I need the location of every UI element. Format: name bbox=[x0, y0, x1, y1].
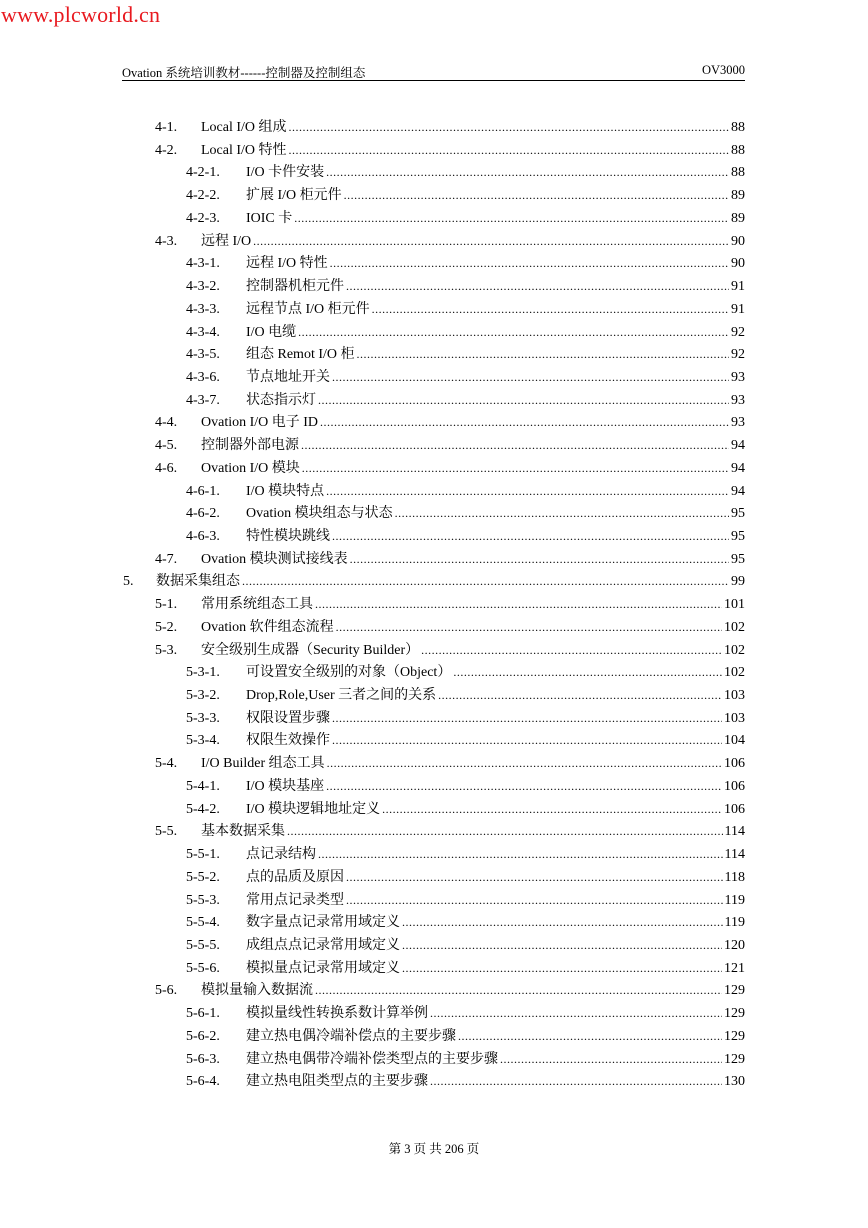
toc-entry-number: 5-4-1. bbox=[186, 778, 220, 794]
toc-dot-leader bbox=[332, 708, 722, 728]
toc-entry-page: 93 bbox=[731, 369, 745, 385]
toc-entry-title: 点记录结构 bbox=[246, 847, 316, 862]
toc-entry[interactable] bbox=[155, 412, 745, 432]
toc-dot-leader bbox=[350, 549, 729, 569]
toc-entry[interactable] bbox=[186, 526, 745, 546]
toc-dot-leader bbox=[327, 753, 722, 773]
toc-entry-page: 120 bbox=[724, 937, 745, 953]
toc-dot-leader bbox=[453, 662, 722, 682]
toc-entry-title: Ovation I/O 电子 ID bbox=[201, 415, 319, 431]
toc-entry[interactable] bbox=[186, 299, 745, 319]
toc-entry-title: 权限设置步骤 bbox=[246, 710, 330, 726]
toc-entry-number: 4-2. bbox=[155, 142, 178, 158]
toc-dot-leader bbox=[402, 935, 722, 955]
toc-dot-leader bbox=[500, 1049, 722, 1069]
toc-dot-leader bbox=[289, 140, 729, 160]
toc-entry-number: 5-3-4. bbox=[186, 733, 220, 749]
toc-entry-page: 90 bbox=[731, 233, 745, 249]
toc-entry-page: 95 bbox=[731, 529, 745, 544]
toc-entry-number: 4-3-7. bbox=[186, 392, 220, 408]
toc-entry-number: 4-3-3. bbox=[186, 301, 220, 317]
toc-dot-leader bbox=[301, 435, 729, 455]
toc-entry-page: 119 bbox=[724, 915, 745, 931]
toc-dot-leader bbox=[336, 617, 722, 637]
toc-entry-number: 4-3-1. bbox=[186, 256, 220, 272]
toc-entry-number: 5. bbox=[123, 574, 134, 590]
toc-entry-number: 4-2-1. bbox=[186, 165, 220, 181]
toc-entry-number: 4-3. bbox=[155, 233, 178, 249]
toc-entry[interactable] bbox=[155, 640, 745, 660]
toc-entry[interactable] bbox=[186, 662, 745, 682]
toc-entry-number: 4-6-2. bbox=[186, 506, 220, 522]
toc-entry-number: 5-3-2. bbox=[186, 688, 220, 703]
toc-dot-leader bbox=[346, 890, 723, 910]
toc-entry-number: 4-2-3. bbox=[186, 210, 220, 226]
toc-entry[interactable] bbox=[155, 821, 745, 841]
toc-entry-title: Local I/O 特性 bbox=[201, 142, 287, 158]
header-title: Ovation 系统培训教材------控制器及控制组态 bbox=[122, 66, 366, 80]
toc-dot-leader bbox=[315, 980, 722, 1000]
toc-entry-number: 5-6-3. bbox=[186, 1051, 220, 1067]
toc-entry[interactable] bbox=[186, 844, 745, 864]
toc-dot-leader bbox=[332, 526, 729, 546]
toc-entry-title: 常用系统组态工具 bbox=[201, 597, 313, 613]
toc-entry[interactable] bbox=[123, 571, 745, 591]
toc-dot-leader bbox=[344, 185, 729, 205]
toc-entry-title: I/O 模块逻辑地址定义 bbox=[246, 801, 381, 817]
toc-entry-title: 安全级别生成器（Security Builder） bbox=[201, 642, 420, 658]
toc-entry-number: 5-5-4. bbox=[186, 915, 220, 931]
toc-entry-page: 94 bbox=[731, 460, 745, 476]
toc-entry[interactable] bbox=[186, 912, 745, 932]
toc-entry-title: 可设置安全级别的对象（Object） bbox=[246, 665, 452, 681]
toc-entry-page: 92 bbox=[731, 324, 745, 340]
toc-entry-page: 106 bbox=[724, 778, 745, 794]
toc-entry-title: 远程节点 I/O 柜元件 bbox=[246, 301, 370, 317]
toc-entry-number: 5-3-1. bbox=[186, 665, 220, 681]
toc-dot-leader bbox=[302, 458, 729, 478]
toc-entry-number: 5-6-1. bbox=[186, 1006, 220, 1022]
toc-entry[interactable] bbox=[155, 980, 745, 1000]
toc-entry-number: 4-6-1. bbox=[186, 483, 220, 499]
page-footer: 第 3 页 共 206 页 bbox=[388, 1142, 480, 1156]
toc-dot-leader bbox=[242, 571, 729, 591]
toc-dot-leader bbox=[320, 412, 729, 432]
toc-dot-leader bbox=[402, 912, 723, 932]
toc-entry-title: 扩展 I/O 柜元件 bbox=[246, 188, 342, 204]
toc-entry-title: 数字量点记录常用域定义 bbox=[246, 915, 400, 931]
toc-entry-number: 5-5-3. bbox=[186, 892, 220, 908]
toc-entry-title: 基本数据采集 bbox=[201, 824, 285, 840]
toc-entry[interactable] bbox=[186, 730, 745, 750]
toc-entry-title: 建立热电偶冷端补偿点的主要步骤 bbox=[246, 1028, 456, 1044]
toc-entry-page: 102 bbox=[724, 642, 745, 658]
toc-dot-leader bbox=[395, 503, 729, 523]
toc-entry-number: 4-3-4. bbox=[186, 324, 220, 340]
toc-entry-title: 远程 I/O bbox=[201, 233, 252, 249]
toc-dot-leader bbox=[326, 481, 729, 501]
toc-entry-page: 101 bbox=[724, 597, 745, 613]
toc-entry-number: 5-3-3. bbox=[186, 710, 220, 726]
toc-entry-page: 91 bbox=[731, 301, 745, 317]
toc-entry[interactable] bbox=[186, 685, 745, 705]
toc-entry[interactable] bbox=[186, 776, 745, 796]
toc-entry-title: I/O 卡件安装 bbox=[246, 165, 325, 181]
toc-entry-number: 4-3-6. bbox=[186, 369, 220, 385]
toc-entry-number: 4-6. bbox=[155, 460, 178, 476]
toc-entry-page: 89 bbox=[731, 210, 745, 226]
toc-entry-title: I/O 电缆 bbox=[246, 324, 297, 340]
toc-entry-title: 权限生效操作 bbox=[246, 733, 330, 749]
toc-entry[interactable] bbox=[186, 708, 745, 728]
toc-entry-page: 90 bbox=[731, 256, 745, 272]
toc-entry-number: 5-3. bbox=[155, 642, 178, 658]
toc-entry-page: 121 bbox=[724, 960, 745, 976]
toc-entry-title: Ovation 模块组态与状态 bbox=[246, 506, 393, 522]
toc-entry-page: 106 bbox=[724, 756, 745, 772]
toc-entry-page: 129 bbox=[724, 1028, 745, 1044]
toc-entry-number: 4-4. bbox=[155, 415, 178, 431]
toc-dot-leader bbox=[318, 844, 723, 864]
toc-entry-title: 模拟量点记录常用域定义 bbox=[246, 960, 400, 976]
toc-dot-leader bbox=[357, 344, 730, 364]
toc-entry-title: Ovation 模块测试接线表 bbox=[201, 551, 348, 567]
toc-entry-page: 129 bbox=[724, 983, 745, 999]
toc-entry-page: 93 bbox=[731, 392, 745, 408]
toc-entry-title: 状态指示灯 bbox=[246, 392, 316, 408]
toc-dot-leader bbox=[315, 594, 722, 614]
toc-dot-leader bbox=[294, 208, 729, 228]
toc-entry[interactable] bbox=[186, 935, 745, 955]
toc-entry-title: Drop,Role,User 三者之间的关系 bbox=[246, 688, 437, 703]
toc-entry[interactable] bbox=[186, 890, 745, 910]
toc-entry-page: 103 bbox=[724, 710, 745, 726]
toc-entry-page: 89 bbox=[731, 188, 745, 204]
toc-entry-number: 5-6. bbox=[155, 983, 178, 999]
header-code: OV3000 bbox=[701, 63, 745, 77]
toc-entry-page: 92 bbox=[731, 347, 745, 363]
page-header bbox=[122, 62, 745, 81]
toc-entry-number: 4-1. bbox=[155, 120, 178, 135]
toc-entry-page: 91 bbox=[731, 279, 745, 294]
toc-dot-leader bbox=[421, 640, 722, 660]
toc-entry-number: 5-5-6. bbox=[186, 960, 220, 976]
toc-entry-number: 5-1. bbox=[155, 597, 178, 613]
toc-entry-page: 119 bbox=[724, 892, 745, 908]
toc-dot-leader bbox=[346, 276, 729, 296]
toc-entry-page: 93 bbox=[731, 415, 745, 431]
toc-entry[interactable] bbox=[186, 867, 745, 887]
watermark-text: www.plcworld.cn bbox=[1, 2, 161, 27]
toc-entry[interactable] bbox=[186, 1071, 745, 1091]
toc-dot-leader bbox=[298, 322, 729, 342]
toc-entry[interactable] bbox=[155, 753, 745, 773]
toc-entry-number: 5-2. bbox=[155, 619, 178, 635]
toc-entry[interactable] bbox=[186, 481, 745, 501]
toc-entry-page: 103 bbox=[724, 688, 745, 703]
toc-entry[interactable] bbox=[155, 140, 745, 160]
toc-entry-page: 106 bbox=[724, 801, 745, 817]
toc-entry-page: 88 bbox=[731, 142, 745, 158]
toc-entry[interactable] bbox=[186, 1003, 745, 1023]
toc-dot-leader bbox=[438, 685, 722, 705]
toc-entry-page: 94 bbox=[731, 438, 745, 454]
toc-entry-number: 4-3-5. bbox=[186, 347, 220, 363]
toc-entry[interactable] bbox=[186, 390, 745, 410]
toc-entry-page: 130 bbox=[724, 1074, 745, 1090]
toc-entry[interactable] bbox=[186, 799, 745, 819]
toc-entry-title: 常用点记录类型 bbox=[246, 892, 344, 908]
toc-dot-leader bbox=[458, 1026, 722, 1046]
toc-dot-leader bbox=[326, 162, 729, 182]
toc-entry-title: 特性模块跳线 bbox=[246, 529, 330, 544]
toc-entry-title: I/O 模块特点 bbox=[246, 483, 325, 499]
toc-entry-number: 5-6-4. bbox=[186, 1074, 220, 1090]
toc-entry-number: 5-6-2. bbox=[186, 1028, 220, 1044]
toc-entry-page: 102 bbox=[724, 619, 745, 635]
toc-entry-title: 模拟量线性转换系数计算举例 bbox=[246, 1006, 428, 1022]
toc-entry[interactable] bbox=[186, 958, 745, 978]
toc-entry-page: 95 bbox=[731, 551, 745, 567]
toc-dot-leader bbox=[332, 367, 729, 387]
toc-dot-leader bbox=[318, 390, 729, 410]
toc-entry-title: Local I/O 组成 bbox=[201, 120, 287, 135]
toc-dot-leader bbox=[430, 1003, 722, 1023]
toc-entry-number: 5-4. bbox=[155, 756, 178, 772]
toc-entry-page: 118 bbox=[724, 869, 745, 885]
toc-entry[interactable] bbox=[186, 344, 745, 364]
toc-entry-number: 5-5-5. bbox=[186, 937, 220, 953]
toc-entry-title: 成组点点记录常用域定义 bbox=[246, 937, 400, 953]
toc-entry-title: 模拟量输入数据流 bbox=[201, 983, 313, 999]
toc-entry-number: 5-5-1. bbox=[186, 847, 220, 862]
toc-entry[interactable] bbox=[186, 276, 745, 296]
toc-entry-title: 建立热电偶带冷端补偿类型点的主要步骤 bbox=[246, 1051, 498, 1067]
toc-dot-leader bbox=[253, 231, 729, 251]
toc-entry[interactable] bbox=[155, 458, 745, 478]
toc-entry-page: 102 bbox=[724, 665, 745, 681]
toc-entry-title: 远程 I/O 特性 bbox=[246, 256, 328, 272]
toc-entry-page: 114 bbox=[724, 847, 745, 862]
toc-entry[interactable] bbox=[186, 1026, 745, 1046]
toc-entry-title: 点的品质及原因 bbox=[246, 869, 344, 885]
toc-entry-page: 95 bbox=[731, 506, 745, 522]
toc-entry[interactable] bbox=[186, 162, 745, 182]
toc-dot-leader bbox=[330, 253, 729, 273]
toc-entry-number: 4-7. bbox=[155, 551, 178, 567]
toc-entry-page: 88 bbox=[731, 120, 745, 135]
toc-entry-title: 组态 Remot I/O 柜 bbox=[246, 347, 355, 363]
toc-entry-title: I/O Builder 组态工具 bbox=[201, 756, 325, 772]
toc-entry-title: I/O 模块基座 bbox=[246, 778, 325, 794]
toc-entry-title: Ovation I/O 模块 bbox=[201, 460, 300, 476]
toc-entry-page: 129 bbox=[724, 1006, 745, 1022]
toc-entry[interactable] bbox=[186, 503, 745, 523]
toc-entry-number: 5-4-2. bbox=[186, 801, 220, 817]
toc-entry-number: 5-5-2. bbox=[186, 869, 220, 885]
toc-entry-number: 4-5. bbox=[155, 438, 178, 454]
toc-entry[interactable] bbox=[155, 435, 745, 455]
toc-entry[interactable] bbox=[155, 231, 745, 251]
toc-entry-title: 控制器机柜元件 bbox=[246, 279, 344, 294]
toc-entry[interactable] bbox=[186, 367, 745, 387]
toc-entry-title: IOIC 卡 bbox=[246, 210, 293, 226]
toc-entry-number: 5-5. bbox=[155, 824, 178, 840]
toc-entry-page: 114 bbox=[724, 824, 745, 840]
toc-entry[interactable] bbox=[155, 549, 745, 569]
toc-entry-title: 节点地址开关 bbox=[246, 369, 330, 385]
toc-dot-leader bbox=[372, 299, 729, 319]
toc-entry[interactable] bbox=[155, 594, 745, 614]
toc-entry-number: 4-2-2. bbox=[186, 188, 220, 204]
toc-dot-leader bbox=[332, 730, 722, 750]
toc-entry[interactable] bbox=[186, 208, 745, 228]
toc-entry[interactable] bbox=[186, 322, 745, 342]
toc-entry-title: 建立热电阻类型点的主要步骤 bbox=[246, 1074, 428, 1090]
toc-dot-leader bbox=[346, 867, 723, 887]
toc-entry-title: 控制器外部电源 bbox=[201, 438, 299, 454]
toc-entry-page: 129 bbox=[724, 1051, 745, 1067]
toc-entry-page: 99 bbox=[731, 574, 745, 590]
toc-entry-page: 88 bbox=[731, 165, 745, 181]
toc-entry-number: 4-6-3. bbox=[186, 529, 220, 544]
toc-entry[interactable] bbox=[155, 617, 745, 637]
toc-entry-title: 数据采集组态 bbox=[156, 574, 240, 590]
toc-entry[interactable] bbox=[186, 185, 745, 205]
toc-dot-leader bbox=[402, 958, 722, 978]
toc-dot-leader bbox=[382, 799, 722, 819]
toc-entry[interactable] bbox=[186, 1049, 745, 1069]
toc-dot-leader bbox=[430, 1071, 722, 1091]
toc-entry-title: Ovation 软件组态流程 bbox=[201, 619, 334, 635]
toc-entry-page: 104 bbox=[724, 733, 745, 749]
toc-dot-leader bbox=[289, 117, 729, 137]
toc-entry-number: 4-3-2. bbox=[186, 279, 220, 294]
toc-entry-page: 94 bbox=[731, 483, 745, 499]
toc-dot-leader bbox=[287, 821, 723, 841]
toc-entry[interactable] bbox=[186, 253, 745, 273]
toc-dot-leader bbox=[326, 776, 722, 796]
toc-entry[interactable] bbox=[155, 117, 745, 137]
